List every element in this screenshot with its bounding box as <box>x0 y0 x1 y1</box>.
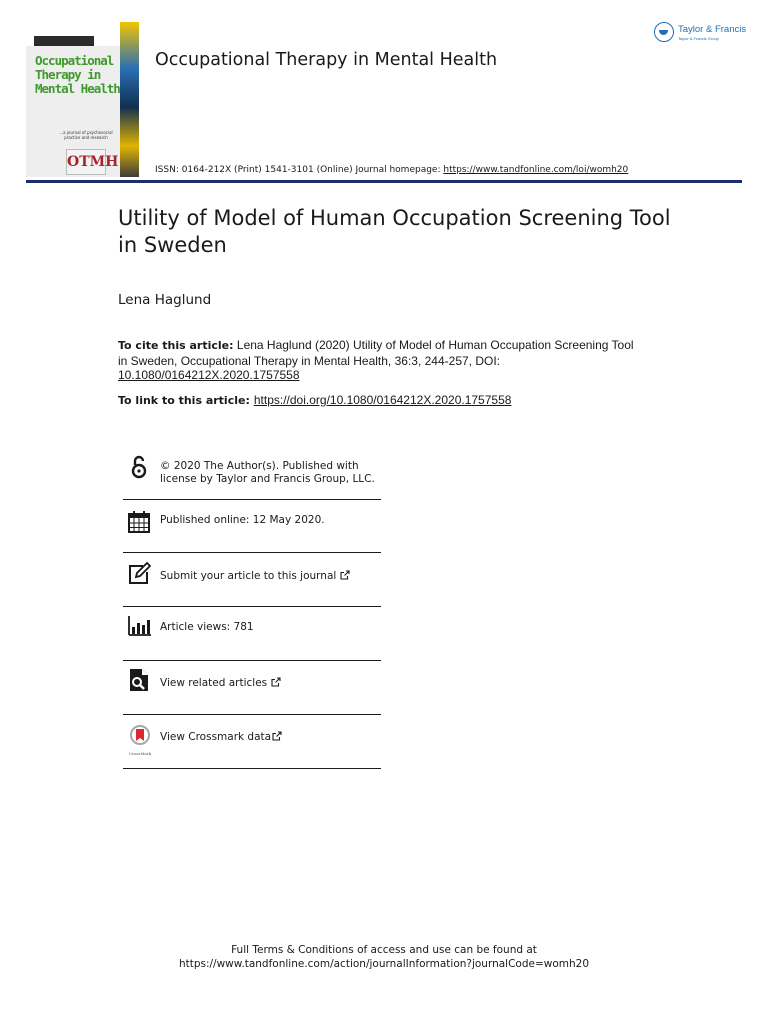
header-divider <box>26 180 742 183</box>
article-title: Utility of Model of Human Occupation Screening Tool in Sweden <box>118 206 671 257</box>
article-doi-link[interactable]: https://doi.org/10.1080/0164212X.2020.1757558 <box>253 393 512 407</box>
issn-line <box>155 165 628 175</box>
journal-cover-image <box>26 22 139 177</box>
article-views-text: Article views: 781 <box>160 621 254 633</box>
terms-url[interactable]: https://www.tandfonline.com/action/journalInformation?journalCode=womh20 <box>178 958 590 970</box>
cite-doi-link[interactable]: 10.1080/0164212X.2020.1757558 <box>118 368 300 382</box>
article-link-line <box>118 393 511 407</box>
cover-title: Occupational Therapy in Mental Health <box>35 53 120 96</box>
related-row[interactable] <box>123 661 381 715</box>
submit-row[interactable] <box>123 553 381 607</box>
cite-text: Lena Haglund (2020) Utility of Model of Human Occupation Screening Tool in Sweden, Occupational Therapy in Mental Health, 36:3, 244-257, DOI: <box>118 338 634 368</box>
submit-article-link[interactable]: Submit your article to this journal <box>160 570 350 583</box>
crossmark-row[interactable] <box>123 715 381 769</box>
article-author: Lena Haglund <box>118 292 212 308</box>
terms-footer <box>0 943 768 971</box>
journal-title: Occupational Therapy in Mental Health <box>155 50 498 70</box>
citation-block <box>118 338 638 383</box>
link-label: To link to this article: <box>118 394 250 407</box>
journal-homepage-link[interactable]: https://www.tandfonline.com/loi/womh20 <box>443 165 629 175</box>
crossmark-link[interactable]: View Crossmark data <box>160 731 282 744</box>
calendar-icon <box>127 510 151 534</box>
external-link-icon <box>340 570 350 580</box>
views-row <box>123 607 381 661</box>
bar-chart-icon <box>127 614 151 638</box>
cover-subtitle: ...a journal of psychosocial practice and research <box>59 130 113 140</box>
edit-icon <box>127 562 151 586</box>
article-info-list <box>123 448 381 769</box>
external-link-icon <box>272 731 282 741</box>
published-row <box>123 500 381 553</box>
terms-text: Full Terms & Conditions of access and use can be found at <box>231 944 537 956</box>
search-document-icon <box>127 668 151 692</box>
crossmark-icon: CrossMark <box>127 725 153 753</box>
external-link-icon <box>271 677 281 687</box>
published-date-text: Published online: 12 May 2020. <box>160 514 325 526</box>
related-articles-link[interactable]: View related articles <box>160 677 281 690</box>
cover-monogram: OTMH <box>66 149 106 175</box>
issn-text: ISSN: 0164-212X (Print) 1541-3101 (Online) Journal homepage: <box>155 165 444 175</box>
taylor-francis-logo-icon <box>654 22 674 42</box>
license-row <box>123 448 381 500</box>
license-text: © 2020 The Author(s). Published with license by Taylor and Francis Group, LLC. <box>160 460 375 485</box>
taylor-francis-logo[interactable]: Taylor & Francis Taylor & Francis Group <box>654 22 746 46</box>
cite-label: To cite this article: <box>118 339 234 352</box>
open-access-icon <box>127 455 151 479</box>
